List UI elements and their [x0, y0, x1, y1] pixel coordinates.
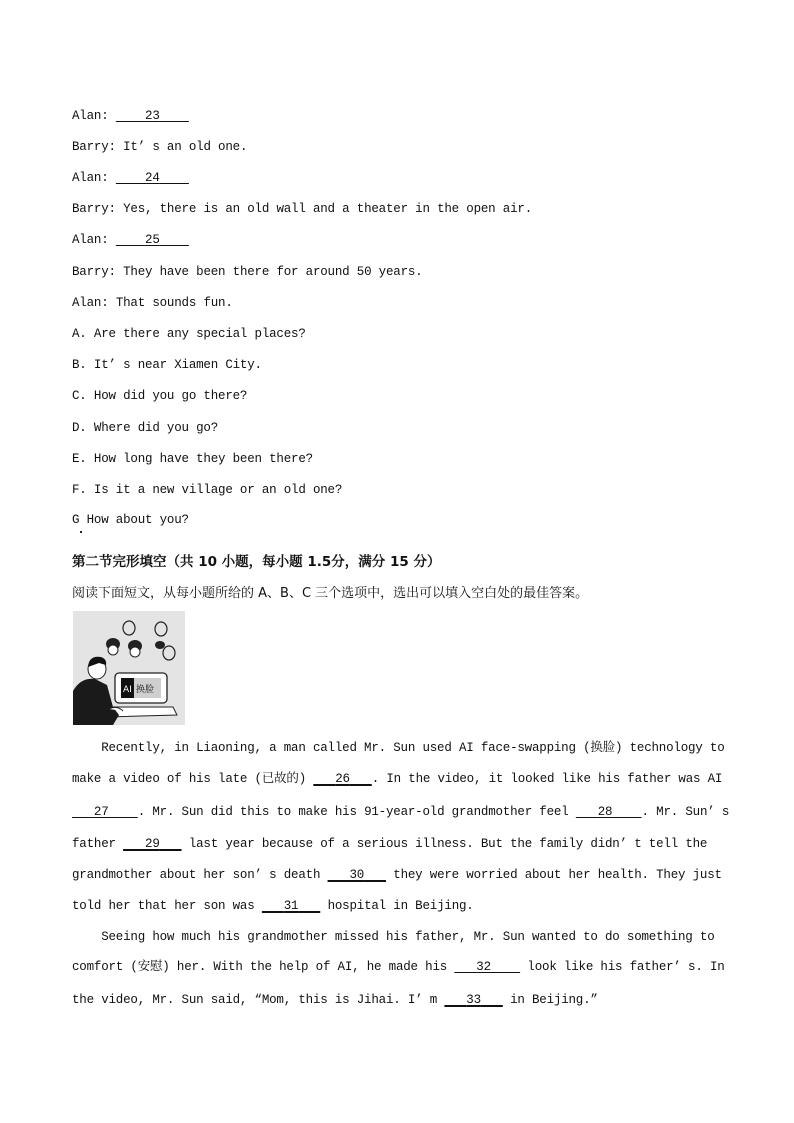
option-b: B. It’ s near Xiamen City.: [72, 358, 262, 372]
passage-line: [72, 959, 725, 975]
speaker: Alan:: [72, 233, 109, 247]
blank-25[interactable]: [116, 233, 189, 247]
passage-line: [72, 898, 474, 914]
blank-number: 24: [145, 171, 160, 185]
dialogue-line: [72, 170, 189, 186]
blank-number: 28: [597, 805, 613, 819]
blank-28[interactable]: [576, 805, 642, 819]
blank-number: 30: [349, 868, 365, 882]
passage-line: [72, 836, 707, 852]
speaker: Alan:: [72, 296, 109, 310]
blank-23[interactable]: [116, 109, 189, 123]
passage-line: [72, 929, 715, 945]
option-f: F. Is it a new village or an old one?: [72, 483, 343, 497]
passage-text: Recently, in Liaoning, a man called Mr. Sun used AI face-swapping (换脸) technology to: [72, 741, 725, 755]
blank-30[interactable]: [328, 868, 386, 882]
passage-text: in Beijing.”: [502, 993, 598, 1007]
passage-line: [72, 740, 725, 756]
dialogue-line: [72, 295, 233, 311]
blank-32[interactable]: [454, 960, 520, 974]
stray-dot: [80, 531, 82, 533]
passage-line: [72, 804, 729, 820]
blank-31[interactable]: [262, 899, 320, 913]
dialogue-text: It’ s an old one.: [123, 140, 248, 154]
section-instruction: 阅读下面短文，从每小题所给的 A、B、C 三个选项中，选出可以填入空白处的最佳答案。: [72, 586, 589, 601]
option-d: D. Where did you go?: [72, 421, 219, 435]
passage-text: make a video of his late (已故的): [72, 772, 314, 786]
passage-text: hospital in Beijing.: [320, 899, 474, 913]
passage-text: last year because of a serious illness. But the family didn’ t tell the: [181, 837, 708, 851]
option-a: A. Are there any special places?: [72, 327, 306, 341]
dialogue-line: [72, 264, 422, 280]
blank-26[interactable]: [313, 772, 371, 786]
dialogue-line: [72, 201, 532, 217]
ai-face-swap-illustration: [73, 611, 185, 725]
speaker: Barry:: [72, 140, 116, 154]
speaker: Alan:: [72, 171, 109, 185]
passage-text: the video, Mr. Sun said, “Mom, this is Jihai. I’ m: [72, 993, 445, 1007]
blank-number: 29: [145, 837, 160, 851]
dialogue-text: They have been there for around 50 years.: [123, 265, 423, 279]
speaker: Barry:: [72, 265, 116, 279]
passage-text: told her that her son was: [72, 899, 262, 913]
blank-number: 27: [93, 805, 109, 819]
blank-number: 33: [466, 993, 481, 1007]
blank-33[interactable]: [444, 993, 502, 1007]
blank-number: 31: [283, 899, 299, 913]
blank-number: 23: [145, 109, 160, 123]
blank-number: 26: [335, 772, 350, 786]
passage-line: [72, 771, 722, 787]
speaker: Alan:: [72, 109, 109, 123]
blank-number: 25: [145, 233, 160, 247]
passage-text: Seeing how much his grandmother missed his father, Mr. Sun wanted to do something to: [72, 930, 715, 944]
blank-24[interactable]: [116, 171, 189, 185]
passage-text: . Mr. Sun did this to make his 91-year-old grandmother feel: [137, 805, 576, 819]
speaker: Barry:: [72, 202, 116, 216]
ai-label: AI: [123, 685, 132, 695]
passage-text: they were worried about her health. They just: [385, 868, 722, 882]
blank-27[interactable]: [72, 805, 138, 819]
illustration-drawing: [73, 611, 185, 725]
blank-number: 32: [476, 960, 491, 974]
option-g: G How about you?: [72, 513, 189, 527]
dialogue-text: That sounds fun.: [115, 296, 233, 310]
passage-text: grandmother about her son’ s death: [72, 868, 328, 882]
passage-text: . Mr. Sun’ s: [641, 805, 730, 819]
passage-text: look like his father’ s. In: [520, 960, 725, 974]
option-e: E. How long have they been there?: [72, 452, 313, 466]
passage-line: [72, 867, 722, 883]
dialogue-line: [72, 139, 247, 155]
face-swap-label: 换脸: [136, 685, 155, 695]
passage-line: [72, 992, 598, 1008]
dialogue-line: [72, 108, 189, 124]
option-c: C. How did you go there?: [72, 389, 248, 403]
dialogue-line: [72, 232, 189, 248]
passage-text: . In the video, it looked like his father was AI: [371, 772, 723, 786]
blank-29[interactable]: [123, 837, 181, 851]
dialogue-text: Yes, there is an old wall and a theater in the open air.: [123, 202, 532, 216]
passage-text: father: [72, 837, 124, 851]
section-heading: 第二节完形填空（共 10 小题，每小题 1.5分，满分 15 分）: [72, 554, 441, 570]
passage-text: comfort (安慰) her. With the help of AI, he made his: [72, 960, 455, 974]
